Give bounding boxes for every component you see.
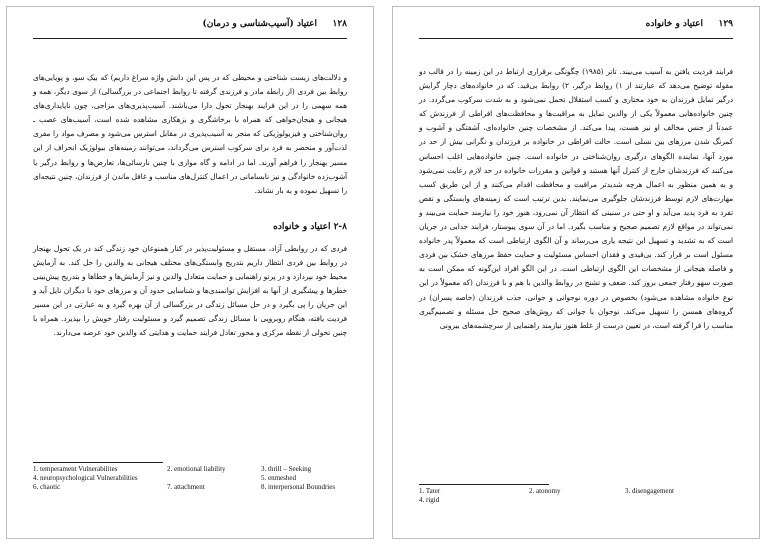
paragraph: فردی که در روابطی آزاد، مستقل و مسئولیت‌پذیر در کنار همنوعان خود زندگی کند در یک تحول بهنجار در روابط بین فردی انتظار داریم بتدریج وابستگی‌های مختلف هیجانی به والدین را حل کند. به آزمایش محیط خود بپردازد و در پرتو راهنمایی و حمایت متعادل والدین و نیز آزمایش‌ها و خطاها و بتدریج پیش‌بینی خطرها و پیشگیری از آنها به افزایش توانمندی‌ها و شناسایی حدود آن و مرزهای خود با دیگران نایل آید و این جریان را پی بگیرد و در حل مسائل زندگی در بزرگسالی از آن بهره گیرد و به عبارتی در این مسیر فردیت یافته، هنگام روبرویی با مسائل زندگی تصمیم گیرد و مسئولیت رفتار خویش را بپذیرد. همراه با چنین تحولی از نقطه مرکزی و محور تعادل فرایند حمایت و هدایتی که والدین خود عرضه می‌دارند. xyxy=(32,243,347,338)
page-body xyxy=(419,65,733,333)
running-head xyxy=(33,19,347,35)
footnote: 4. neuropsychological Vulnerabilities xyxy=(33,474,138,482)
left-page xyxy=(6,6,374,539)
page-number: ۱۲۸ xyxy=(332,19,347,29)
footnote: 2. atonomy xyxy=(529,487,561,495)
header-rule xyxy=(33,38,347,39)
footnote xyxy=(625,496,725,505)
footnote-row xyxy=(33,465,347,474)
footnote-row xyxy=(33,483,347,492)
footnote: 5. enmeshed xyxy=(261,474,296,482)
running-title: اعتیاد (آسیب‌شناسی و درمان) xyxy=(202,19,317,29)
footnote: 6. chaotic xyxy=(33,483,61,491)
footnote xyxy=(167,474,261,483)
footnote-rule xyxy=(419,484,549,485)
page-body xyxy=(33,71,347,341)
running-head xyxy=(419,19,733,35)
footnote: 3. disengagement xyxy=(625,487,674,495)
section-heading: ۲-۸ اعتیاد و خانواده xyxy=(273,221,347,232)
footnote: 7. attachment xyxy=(167,483,205,491)
paragraph: فرایند فردیت یافتن به آسیب می‌بیند. تاتر (۱۹۸۵) چگونگی برقراری ارتباط در این زمینه را در قالب دو مقوله توضیح می‌دهد که عبارتند از ۱) روابط درگیر، ۲) روابط بی‌قید. که در خانواده‌های دچار گرایش درگیر تمایل فرزندان به خود مختاری و کسب استقلال تحمل نمی‌شود و به شدت سرکوب می‌گردد. در چنین خانواده‌هایی معمولاً یکی از والدین تمایل به مراقبت‌ها و محافظت‌های افراطی از فرزندش که عمدتاً از جنس مخالف او نیز هست، پیدا می‌کند. از مشخصات چنین خانواده‌ای، آشفتگی و آشوب و کمرنگ شدن مرزهای بین نسلی است. حالت افراطی در خانواده بر فرزندان و نگرانی بیش از حد در مورد آنها، نماینده الگوهای درگیری روان‌شناختی در خانواده است. چنین خانواده‌هایی اغلب احساس می‌کنند که فرزندشان خارج از کنترل آنها هستند و قوانین و مقررات خانواده در حد لازم رعایت نمی‌شود و به همین منظور به اعمال هرچه شدیدتر مراقبت و محافظت اقدام می‌کنند و از این طریق کسب مهارت‌های لازم توسط فرزندشان جلوگیری می‌نمایند. بدین ترتیب است که زمینه‌های وابستگی و نقص تفرد به فرد پدید می‌آید و او حتی در سنینی که انتظار آن نمی‌رود، هنوز خود را نیازمند حمایت می‌بیند و نمی‌تواند در مواقع لازم تصمیم صحیح و مناسب بگیرد. اما در آن سوی پیوستار، فرایند جدایی در جریان است که به تشدید و تسهیل این نتیجه یاری می‌رساند و آن الگوی ارتباطی است که معمولاً پدر خانواده مسئول است بر قرار کند. بی‌قیدی و فقدان احساس مسئولیت و حمایت حفظ مرزهای خشک بین فردی و فاصله هیجانی از مشخصات این الگوی ارتباطی است. در این الگو افراد این‌گونه که ممکن است به صورت سهو رفتار جمعی بروز کند. ضعف و تشنج در روابط والدین با هم و با فرزندان (که معمولاً در این نوع خانواده مشاهده می‌شود) بخصوص در دوره نوجوانی و جوانی، جذب فرزندان (خاصه پسران) در گروه‌های همسن را تسهیل می‌کند. نوجوان یا جوانی که روش‌های صحیح حل مسئله و تصمیم‌گیری مناسب را فرا گرفته است، در تعیین درست از غلط هنوز نیازمند راهنمایی از سرچشمه‌های بیرونی xyxy=(419,67,733,330)
footnote-row xyxy=(419,496,733,505)
paragraph: و دلالت‌های زیست شناختی و محیطی که در پس این دانش واژه سراغ داریم) که بیک سو، و پویایی‌های روابط بین فردی (از رابطه مادر و فرزندی گرفته تا روابط اجتماعی در بزرگسالی) از سوی دیگر، همه و همه سهمی را در این فرایند بهنجار تحول دارا می‌باشند. آسیب‌پذیری‌های مزاجی، چون ناپایداری‌های هیجانی و هیجان‌خواهی که همراه با برخاشگری و بزهکاری مشاهده شده است، آسیب‌های عصب ـ روان‌شناختی و فیزیولوژیکی که منجر به آسیب‌پذیری در مقابل استرس می‌شود و مصرف مواد را مفری لذت‌آور و منحصر به فرد برای سرکوب استرس می‌گرداند، می‌توانند زمینه‌های بیولوژیک انحراف از این مسیر بهنجار را فراهم آورند. اما در ادامه و گاه موازی با چنین نارسائی‌ها، تعارض‌ها و روابط درگیر یا آشوب‌زده خانوادگی و نیز نابسامانی در اعمال کنترل‌های مناسب و غافل ماندن از فرزندان، چنین نتیجه‌ای را تسهیل نموده و به بار نشاند. xyxy=(33,73,347,195)
footnote-row xyxy=(33,474,347,483)
footnote: 1. Tater xyxy=(419,487,441,495)
running-title: اعتیاد و خانواده xyxy=(645,19,703,29)
footnote: 2. emotional liability xyxy=(167,465,226,473)
footnote-rule xyxy=(33,462,163,463)
footnote-row xyxy=(419,487,733,496)
footnote: 8. interpersonal Boundries xyxy=(261,483,336,491)
footnote xyxy=(529,496,625,505)
page-number: ۱۲۹ xyxy=(718,19,733,29)
footnotes xyxy=(419,487,733,505)
header-rule xyxy=(419,38,733,39)
footnotes xyxy=(33,465,347,492)
footnote: 3. thrill – Seeking xyxy=(261,465,312,473)
right-page xyxy=(392,6,760,539)
footnote: 1. temperament Vulnerabilites xyxy=(33,465,118,473)
footnote: 4. rigid xyxy=(419,496,440,504)
